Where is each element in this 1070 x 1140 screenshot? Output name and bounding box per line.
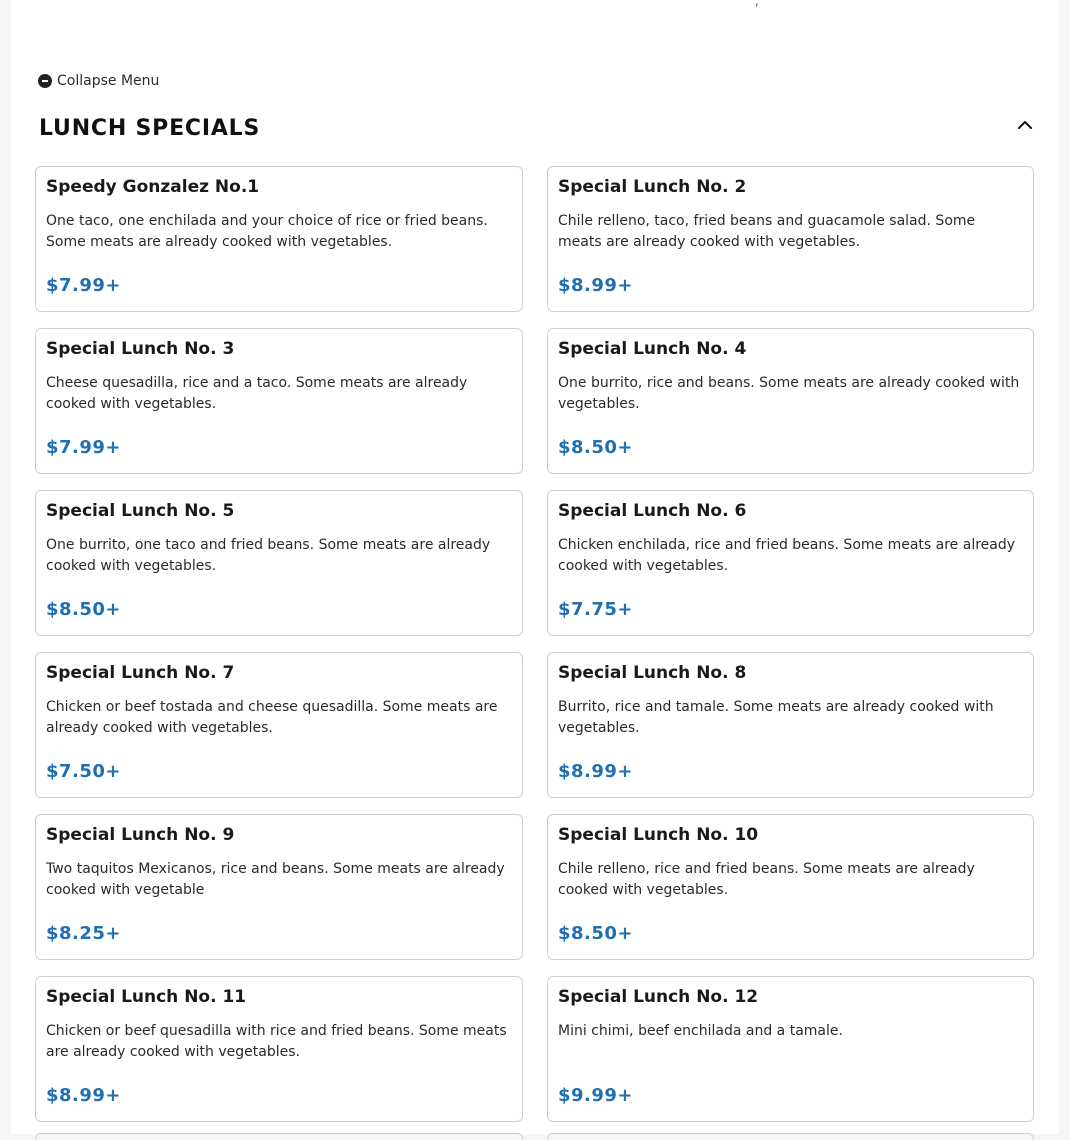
menu-item-description: Burrito, rice and tamale. Some meats are already cooked with vegetables. xyxy=(558,699,994,736)
menu-item-description: One burrito, one taco and fried beans. Some meats are already cooked with vegetables. xyxy=(46,537,491,574)
menu-item-price: $8.99+ xyxy=(558,761,634,782)
menu-item-title: Special Lunch No. 6 xyxy=(558,501,747,521)
menu-item-title: Special Lunch No. 5 xyxy=(46,501,235,521)
menu-item-card[interactable] xyxy=(35,328,523,474)
menu-item-card[interactable] xyxy=(547,652,1034,798)
minus-circle-icon xyxy=(38,74,52,88)
menu-item-price: $9.99+ xyxy=(558,1085,634,1106)
menu-item-card[interactable] xyxy=(35,652,523,798)
menu-item-description: One burrito, rice and beans. Some meats are already cooked with vegetables. xyxy=(558,375,1020,412)
collapse-menu-button[interactable] xyxy=(38,73,159,89)
menu-item-title: Special Lunch No. 7 xyxy=(46,663,235,683)
menu-item-price: $8.50+ xyxy=(558,437,634,458)
menu-items-grid xyxy=(35,166,1034,1122)
menu-item-title: Special Lunch No. 12 xyxy=(558,987,759,1007)
menu-item-price: $8.50+ xyxy=(46,599,122,620)
collapse-menu-label: Collapse Menu xyxy=(57,73,160,89)
menu-item-price: $8.99+ xyxy=(558,275,634,296)
menu-item-description: Mini chimi, beef enchilada and a tamale. xyxy=(558,1023,843,1039)
menu-item-card[interactable] xyxy=(35,490,523,636)
menu-item-price: $7.75+ xyxy=(558,599,634,620)
menu-item-card[interactable] xyxy=(547,814,1034,960)
menu-item-price: $7.50+ xyxy=(46,761,122,782)
menu-item-price: $8.25+ xyxy=(46,923,122,944)
menu-item-title: Special Lunch No. 11 xyxy=(46,987,247,1007)
menu-item-title: Special Lunch No. 10 xyxy=(558,825,759,845)
menu-item-price: $8.99+ xyxy=(46,1085,122,1106)
menu-item-description: Chicken enchilada, rice and fried beans. Some meats are already cooked with vegetables. xyxy=(558,537,1016,574)
menu-item-title: Speedy Gonzalez No.1 xyxy=(46,177,260,197)
menu-item-description: Chile relleno, rice and fried beans. Some meats are already cooked with vegetables. xyxy=(558,861,975,898)
menu-item-description: Cheese quesadilla, rice and a taco. Some meats are already cooked with vegetables. xyxy=(46,375,468,412)
menu-item-card[interactable] xyxy=(35,166,523,312)
menu-item-price: $7.99+ xyxy=(46,437,122,458)
menu-item-card[interactable] xyxy=(547,328,1034,474)
next-card-edge xyxy=(35,1133,523,1140)
menu-item-description: One taco, one enchilada and your choice of rice or fried beans. Some meats are already cooked with vegetables. xyxy=(46,213,488,250)
menu-item-title: Special Lunch No. 8 xyxy=(558,663,747,683)
menu-item-description: Chile relleno, taco, fried beans and guacamole salad. Some meats are already cooked with vegetables. xyxy=(558,213,976,250)
top-edge-text: , xyxy=(755,0,759,8)
next-card-edge xyxy=(547,1133,1034,1140)
menu-item-price: $7.99+ xyxy=(46,275,122,296)
menu-item-card[interactable] xyxy=(35,814,523,960)
menu-item-card[interactable] xyxy=(547,166,1034,312)
menu-item-title: Special Lunch No. 2 xyxy=(558,177,747,197)
menu-item-description: Two taquitos Mexicanos, rice and beans. Some meats are already cooked with vegetable xyxy=(46,861,505,898)
section-title: LUNCH SPECIALS xyxy=(39,116,261,141)
menu-item-card[interactable] xyxy=(547,976,1034,1122)
menu-item-title: Special Lunch No. 4 xyxy=(558,339,747,359)
menu-item-card[interactable] xyxy=(547,490,1034,636)
chevron-up-icon[interactable] xyxy=(1016,116,1034,134)
menu-item-description: Chicken or beef quesadilla with rice and fried beans. Some meats are already cooked with vegetables. xyxy=(46,1023,507,1060)
menu-item-price: $8.50+ xyxy=(558,923,634,944)
menu-item-description: Chicken or beef tostada and cheese quesadilla. Some meats are already cooked with vegetables. xyxy=(46,699,498,736)
menu-item-title: Special Lunch No. 9 xyxy=(46,825,235,845)
menu-item-title: Special Lunch No. 3 xyxy=(46,339,235,359)
menu-item-card[interactable] xyxy=(35,976,523,1122)
menu-page xyxy=(11,0,1059,1134)
